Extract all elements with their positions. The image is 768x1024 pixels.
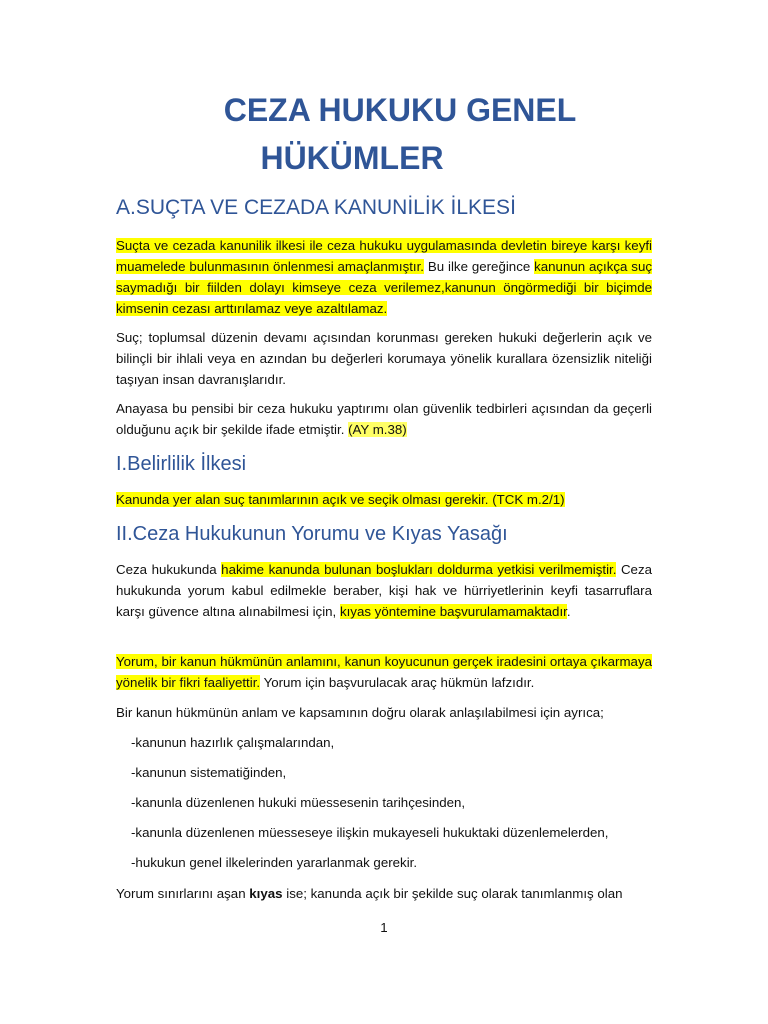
section-2-paragraph-2 <box>116 651 652 693</box>
highlight-text: kıyas yöntemine başvurulamamaktadır <box>339 604 567 619</box>
page-number: 1 <box>380 920 388 935</box>
section-1-heading: I.Belirlilik İlkesi <box>116 453 247 475</box>
highlight-text: Yorum, bir kanun hükmünün anlamını, kanun koyucunun gerçek iradesini ortaya çıkarmaya yönelik bir fikri faaliyettir. <box>116 654 652 690</box>
highlight-text: hakime kanunda bulunan boşlukları doldurma yetkisi verilmemiştir. <box>221 562 617 577</box>
plain-text: Yorum için başvurulacak araç hükmün lafzıdır. <box>260 675 535 690</box>
list-item: -kanunla düzenlenen müesseseye ilişkin mukayeseli hukuktaki düzenlemelerden, <box>131 825 609 840</box>
section-2-heading: II.Ceza Hukukunun Yorumu ve Kıyas Yasağı <box>116 523 508 545</box>
highlight-text: kanunun açıkça suç saymadığı bir fiilden dolayı kimseye ceza verilemez,kanunun öngörmediği bir biçimde kimsenin cezası arttırılamaz veye azaltılamaz. <box>116 259 652 316</box>
plain-text: Bu ilke gereğince <box>424 259 535 274</box>
plain-text: Yorum sınırlarını aşan <box>116 886 250 901</box>
plain-text: Ceza hukukunda yorum kabul edilmekle beraber, kişi hak ve hürriyetlerinin keyfi tasarruflara karşı güvence altına alınabilmesi için, <box>116 562 652 619</box>
highlight-text: (AY m.38) <box>348 422 407 437</box>
highlight-text: Suçta ve cezada kanunilik ilkesi ile ceza hukuku uygulamasında devletin bireye karşı keyfi muamelede bulunmasının önlenmesi amaçlanmıştır. <box>116 238 652 274</box>
plain-text: ise; kanunda açık bir şekilde suç olarak tanımlanmış olan <box>282 886 623 901</box>
list-item: -kanunun hazırlık çalışmalarından, <box>131 735 335 750</box>
plain-text: Anayasa bu pensibi bir ceza hukuku yaptırımı olan güvenlik tedbirleri açısından da geçerli olduğunu açık bir şekilde ifade etmiştir. <box>116 401 652 437</box>
section-a-paragraph-2: Suç; toplumsal düzenin devamı açısından korunması gereken hukuki değerlerin açık ve bilinçli bir ihlali veya en azından bu değerleri korumaya yönelik kurallara özensizlik niteliği taşıyan insan davranışlarıdır. <box>116 330 652 387</box>
section-1-paragraph-1 <box>116 489 652 510</box>
plain-text: Ceza hukukunda <box>116 562 222 577</box>
list-item: -hukukun genel ilkelerinden yararlanmak gerekir. <box>131 855 418 870</box>
document-title-line-1: CEZA HUKUKU GENEL <box>223 92 577 128</box>
bold-text: kıyas <box>249 886 283 901</box>
list-item: -kanunla düzenlenen hukuki müessesenin tarihçesinden, <box>131 795 466 810</box>
section-a-paragraph-3 <box>116 398 652 440</box>
section-2-paragraph-3: Bir kanun hükmünün anlam ve kapsamının doğru olarak anlaşılabilmesi için ayrıca; <box>116 705 604 720</box>
highlight-text: Kanunda yer alan suç tanımlarının açık ve seçik olması gerekir. (TCK m.2/1) <box>116 492 565 507</box>
document-title-line-2: HÜKÜMLER <box>260 140 444 176</box>
section-a-heading: A.SUÇTA VE CEZADA KANUNİLİK İLKESİ <box>116 196 516 219</box>
plain-text: . <box>566 604 571 619</box>
section-a-paragraph-1 <box>116 235 652 319</box>
section-2-paragraph-4 <box>116 883 652 904</box>
section-2-paragraph-1 <box>116 559 652 622</box>
list-item: -kanunun sistematiğinden, <box>131 765 287 780</box>
